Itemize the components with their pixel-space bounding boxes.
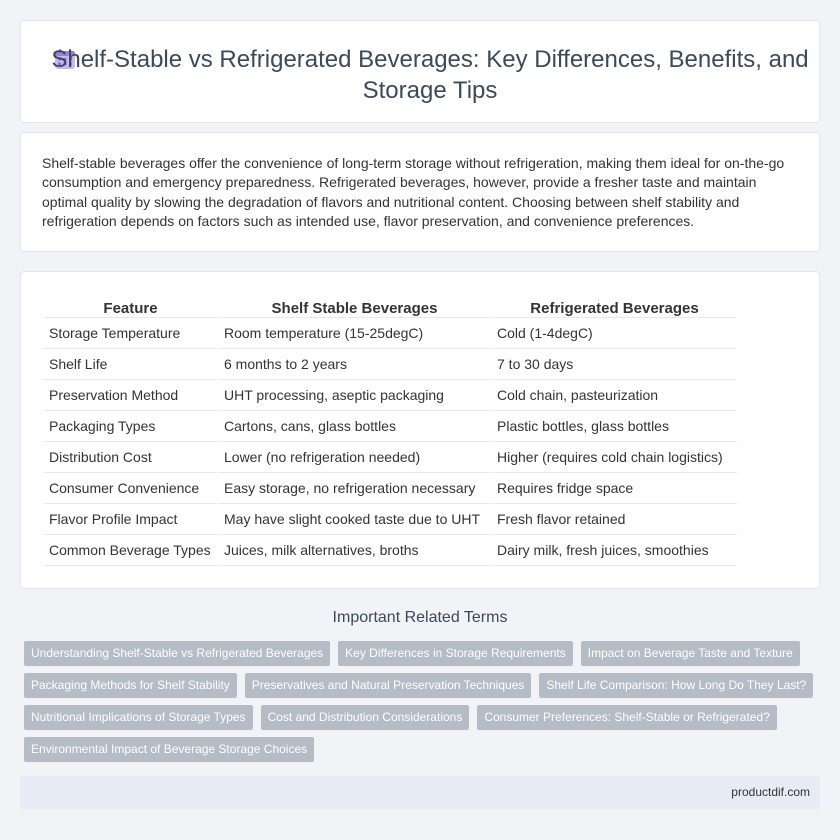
cell-refrigerated: Requires fridge space bbox=[492, 473, 737, 504]
header-refrigerated: Refrigerated Beverages bbox=[492, 296, 737, 318]
table-row bbox=[44, 473, 737, 504]
cell-refrigerated: Higher (requires cold chain logistics) bbox=[492, 442, 737, 473]
tag-row bbox=[24, 705, 824, 730]
cell-feature: Consumer Convenience bbox=[44, 473, 217, 504]
table-row bbox=[44, 535, 737, 566]
intro-card bbox=[20, 132, 820, 252]
page-title: Shelf-Stable vs Refrigerated Beverages: Key Differences, Benefits, and Storage Tips bbox=[51, 46, 809, 104]
cell-shelf-stable: Lower (no refrigeration needed) bbox=[219, 442, 490, 473]
cell-feature: Preservation Method bbox=[44, 380, 217, 411]
related-terms-title: Important Related Terms bbox=[332, 609, 508, 626]
cell-refrigerated: Dairy milk, fresh juices, smoothies bbox=[492, 535, 737, 566]
related-term-link[interactable]: Nutritional Implications of Storage Types bbox=[24, 705, 253, 730]
related-term-link[interactable]: Consumer Preferences: Shelf-Stable or Refrigerated? bbox=[477, 705, 776, 730]
tag-row bbox=[24, 673, 824, 698]
cell-shelf-stable: May have slight cooked taste due to UHT bbox=[219, 504, 490, 535]
related-term-link[interactable]: Shelf Life Comparison: How Long Do They Last? bbox=[539, 673, 813, 698]
cell-refrigerated: 7 to 30 days bbox=[492, 349, 737, 380]
cell-shelf-stable: 6 months to 2 years bbox=[219, 349, 490, 380]
cell-shelf-stable: Juices, milk alternatives, broths bbox=[219, 535, 490, 566]
cell-refrigerated: Cold chain, pasteurization bbox=[492, 380, 737, 411]
cell-feature: Shelf Life bbox=[44, 349, 217, 380]
cell-refrigerated: Cold (1-4degC) bbox=[492, 318, 737, 349]
cell-shelf-stable: UHT processing, aseptic packaging bbox=[219, 380, 490, 411]
header-shelf-stable: Shelf Stable Beverages bbox=[219, 296, 490, 318]
title-wrap bbox=[50, 44, 810, 106]
table-header-row bbox=[44, 296, 737, 318]
table-row bbox=[44, 442, 737, 473]
cell-feature: Flavor Profile Impact bbox=[44, 504, 217, 535]
related-terms bbox=[24, 641, 824, 769]
cell-shelf-stable: Room temperature (15-25degC) bbox=[219, 318, 490, 349]
related-term-link[interactable]: Preservatives and Natural Preservation Techniques bbox=[245, 673, 532, 698]
cell-feature: Distribution Cost bbox=[44, 442, 217, 473]
cell-feature: Packaging Types bbox=[44, 411, 217, 442]
footer-site-link[interactable]: productdif.com bbox=[731, 785, 810, 799]
related-term-link[interactable]: Environmental Impact of Beverage Storage Choices bbox=[24, 737, 314, 762]
table-row bbox=[44, 380, 737, 411]
related-term-link[interactable]: Key Differences in Storage Requirements bbox=[338, 641, 573, 666]
related-term-link[interactable]: Impact on Beverage Taste and Texture bbox=[581, 641, 800, 666]
comparison-table-card bbox=[20, 271, 820, 589]
footer bbox=[20, 776, 820, 809]
related-term-link[interactable]: Understanding Shelf-Stable vs Refrigerated Beverages bbox=[24, 641, 330, 666]
table-row bbox=[44, 318, 737, 349]
cell-shelf-stable: Easy storage, no refrigeration necessary bbox=[219, 473, 490, 504]
cell-refrigerated: Fresh flavor retained bbox=[492, 504, 737, 535]
cell-refrigerated: Plastic bottles, glass bottles bbox=[492, 411, 737, 442]
intro-text: Shelf-stable beverages offer the convenience of long-term storage without refrigeration, making them ideal for on-the-go consumption and emergency preparedness. Refrigerated beverages, however, provide a fresher taste and maintain optimal quality by slowing the degradation of flavors and nutritional content. Choosing between shelf stability and refrigeration depends on factors such as intended use, flavor preservation, and convenience preferences. bbox=[42, 155, 785, 229]
table-row bbox=[44, 411, 737, 442]
cell-feature: Common Beverage Types bbox=[44, 535, 217, 566]
related-term-link[interactable]: Cost and Distribution Considerations bbox=[261, 705, 470, 730]
tag-row bbox=[24, 737, 824, 762]
tag-row bbox=[24, 641, 824, 666]
header-feature: Feature bbox=[44, 296, 217, 318]
table-row bbox=[44, 504, 737, 535]
cell-shelf-stable: Cartons, cans, glass bottles bbox=[219, 411, 490, 442]
related-term-link[interactable]: Packaging Methods for Shelf Stability bbox=[24, 673, 237, 698]
cell-feature: Storage Temperature bbox=[44, 318, 217, 349]
table-row bbox=[44, 349, 737, 380]
comparison-table bbox=[42, 296, 739, 566]
